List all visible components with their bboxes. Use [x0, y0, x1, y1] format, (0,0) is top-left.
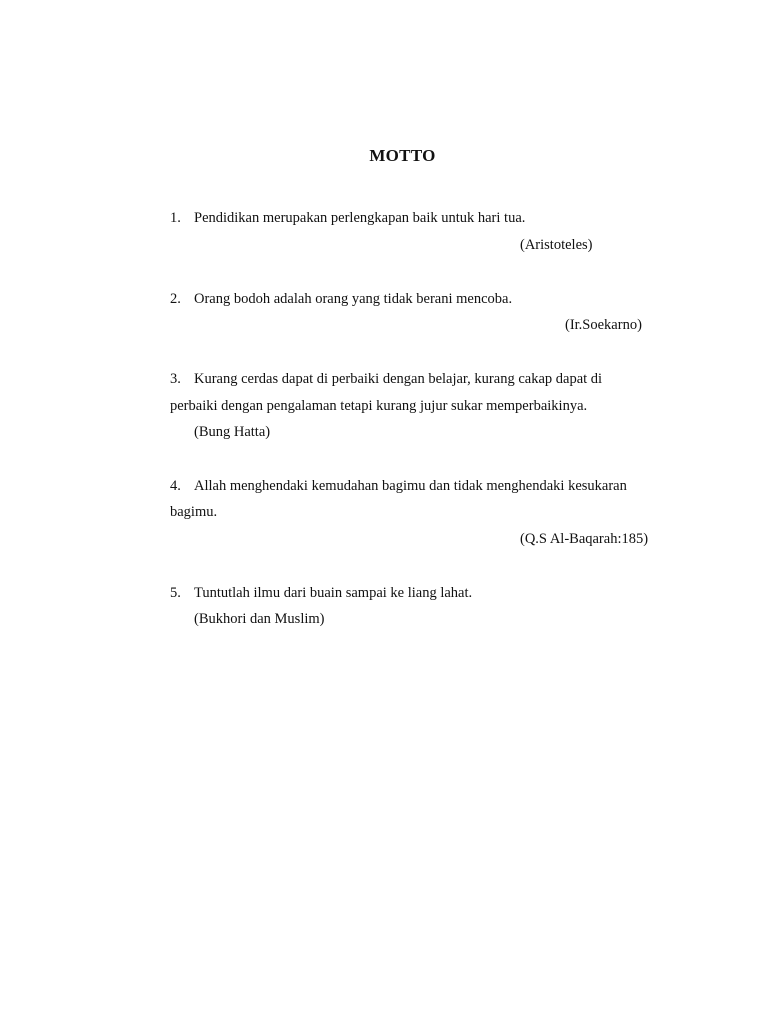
motto-5-source: (Bukhori dan Muslim) [194, 611, 325, 627]
motto-4-source: (Q.S Al-Baqarah:185) [520, 531, 649, 547]
motto-5-text [170, 584, 472, 602]
motto-1-number: 1. [170, 210, 181, 226]
motto-5-line-1: Tuntutlah ilmu dari buain sampai ke liang lahat. [194, 585, 473, 601]
motto-5-number: 5. [170, 585, 181, 601]
page-title: MOTTO [369, 146, 436, 165]
motto-3-line-1: Kurang cerdas dapat di perbaiki dengan belajar, kurang cakap dapat di [194, 371, 603, 387]
motto-3-text [170, 370, 602, 388]
motto-4-line-1: Allah menghendaki kemudahan bagimu dan tidak menghendaki kesukaran [194, 478, 627, 494]
motto-2-number: 2. [170, 291, 181, 307]
motto-1-text [170, 209, 525, 227]
motto-3-number: 3. [170, 371, 181, 387]
motto-2-line-1: Orang bodoh adalah orang yang tidak berani mencoba. [194, 291, 513, 307]
motto-4-line-2: bagimu. [170, 504, 218, 520]
motto-4-text [170, 477, 627, 495]
motto-4-number: 4. [170, 478, 181, 494]
motto-2-source: (Ir.Soekarno) [565, 317, 642, 333]
motto-3-line-2: perbaiki dengan pengalaman tetapi kurang jujur sukar memperbaikinya. [170, 398, 588, 414]
motto-1-source: (Aristoteles) [520, 237, 593, 253]
motto-1-line-1: Pendidikan merupakan perlengkapan baik untuk hari tua. [194, 210, 526, 226]
motto-2-text [170, 290, 512, 308]
motto-3-source: (Bung Hatta) [194, 424, 271, 440]
